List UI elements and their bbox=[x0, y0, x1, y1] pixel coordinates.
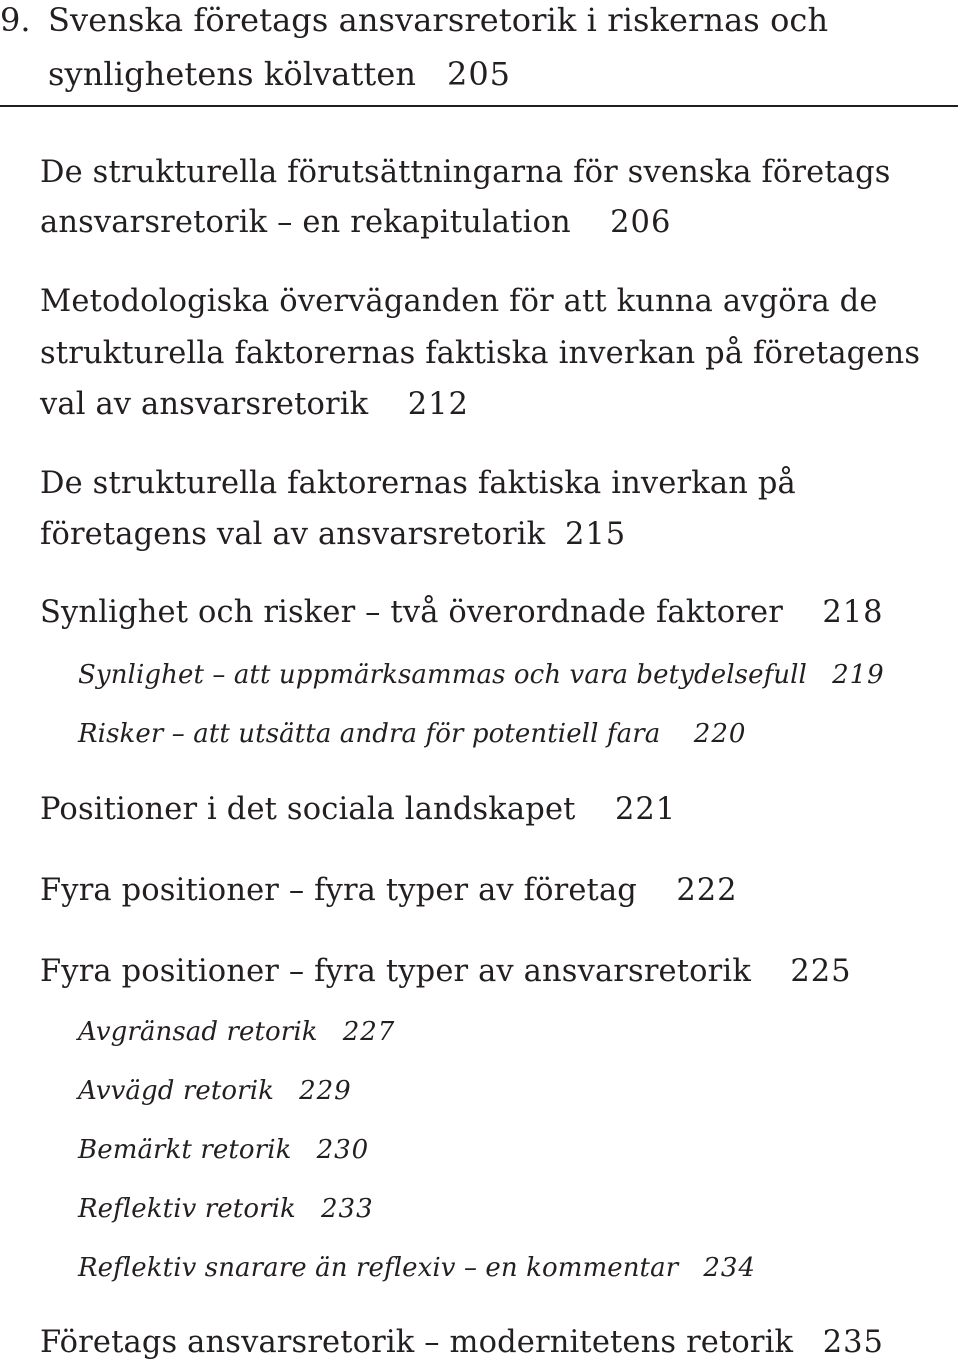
toc-entry-14 bbox=[78, 1255, 756, 1281]
toc-entry-4-text: Synlighet och risker – två överordnade faktorer bbox=[40, 595, 783, 630]
toc-entry-15-text: Företags ansvarsretorik – modernitetens retorik bbox=[40, 1325, 794, 1360]
toc-entry-2-text: val av ansvarsretorik bbox=[40, 387, 369, 422]
chapter-page-number: 205 bbox=[446, 55, 512, 93]
chapter-number: 9. bbox=[0, 1, 31, 39]
toc-entry-7 bbox=[40, 792, 677, 827]
toc-entry-8-page: 222 bbox=[676, 873, 738, 908]
toc-entry-6-text: Risker – att utsätta andra för potentiell fara bbox=[78, 719, 661, 749]
toc-entry-5-page: 219 bbox=[832, 660, 885, 690]
toc-entry-2-line-2: strukturella faktorernas faktiska inverkan på företagens bbox=[40, 336, 921, 371]
toc-entry-4 bbox=[40, 595, 884, 630]
toc-entry-2-line-1: Metodologiska överväganden för att kunna avgöra de bbox=[40, 284, 878, 319]
toc-entry-9-text: Fyra positioner – fyra typer av ansvarsretorik bbox=[40, 954, 751, 989]
toc-entry-8-text: Fyra positioner – fyra typer av företag bbox=[40, 873, 637, 908]
toc-entry-14-text: Reflektiv snarare än reflexiv – en kommentar bbox=[78, 1253, 679, 1283]
chapter-title-line-2-text: synlighetens kölvatten bbox=[48, 55, 417, 93]
chapter-title-line-1: Svenska företags ansvarsretorik i riskernas och bbox=[48, 1, 829, 39]
toc-entry-6-page: 220 bbox=[693, 719, 747, 749]
toc-entry-11 bbox=[78, 1078, 352, 1104]
toc-entry-1-line-2 bbox=[40, 205, 672, 240]
toc-entry-5-text: Synlighet – att uppmärksammas och vara betydelsefull bbox=[78, 660, 807, 690]
toc-entry-5 bbox=[78, 662, 885, 688]
toc-entry-12-text: Bemärkt retorik bbox=[78, 1135, 292, 1165]
chapter-title-line-2 bbox=[48, 55, 512, 93]
toc-entry-11-text: Avvägd retorik bbox=[78, 1076, 274, 1106]
toc-entry-10-page: 227 bbox=[342, 1017, 396, 1047]
toc-entry-8 bbox=[40, 873, 738, 908]
toc-entry-7-text: Positioner i det sociala landskapet bbox=[40, 792, 576, 827]
toc-entry-10 bbox=[78, 1019, 395, 1045]
toc-entry-3-text: företagens val av ansvarsretorik bbox=[40, 517, 546, 552]
toc-entry-15 bbox=[40, 1325, 884, 1360]
toc-entry-3-page: 215 bbox=[564, 517, 627, 552]
toc-entry-13-page: 233 bbox=[321, 1194, 374, 1224]
toc-entry-2-line-3 bbox=[40, 387, 469, 422]
toc-entry-11-page: 229 bbox=[299, 1076, 352, 1106]
toc-entry-13 bbox=[78, 1196, 374, 1222]
toc-entry-15-page: 235 bbox=[822, 1325, 884, 1360]
toc-entry-1-text: ansvarsretorik – en rekapitulation bbox=[40, 205, 571, 240]
toc-entry-12-page: 230 bbox=[316, 1135, 370, 1165]
chapter-divider bbox=[0, 105, 958, 107]
toc-entry-3-line-1: De strukturella faktorernas faktiska inverkan på bbox=[40, 466, 796, 501]
toc-entry-2-page: 212 bbox=[407, 387, 469, 422]
toc-entry-9 bbox=[40, 954, 852, 989]
toc-entry-12 bbox=[78, 1137, 369, 1163]
toc-entry-1-page: 206 bbox=[610, 205, 672, 240]
toc-entry-1-line-1: De strukturella förutsättningarna för svenska företags bbox=[40, 155, 891, 190]
toc-entry-10-text: Avgränsad retorik bbox=[78, 1017, 318, 1047]
toc-entry-13-text: Reflektiv retorik bbox=[78, 1194, 296, 1224]
toc-entry-4-page: 218 bbox=[822, 595, 884, 630]
toc-entry-6 bbox=[78, 721, 746, 747]
toc-entry-7-page: 221 bbox=[614, 792, 677, 827]
toc-entry-9-page: 225 bbox=[790, 954, 852, 989]
toc-entry-3-line-2 bbox=[40, 517, 627, 552]
toc-entry-14-page: 234 bbox=[703, 1253, 756, 1283]
